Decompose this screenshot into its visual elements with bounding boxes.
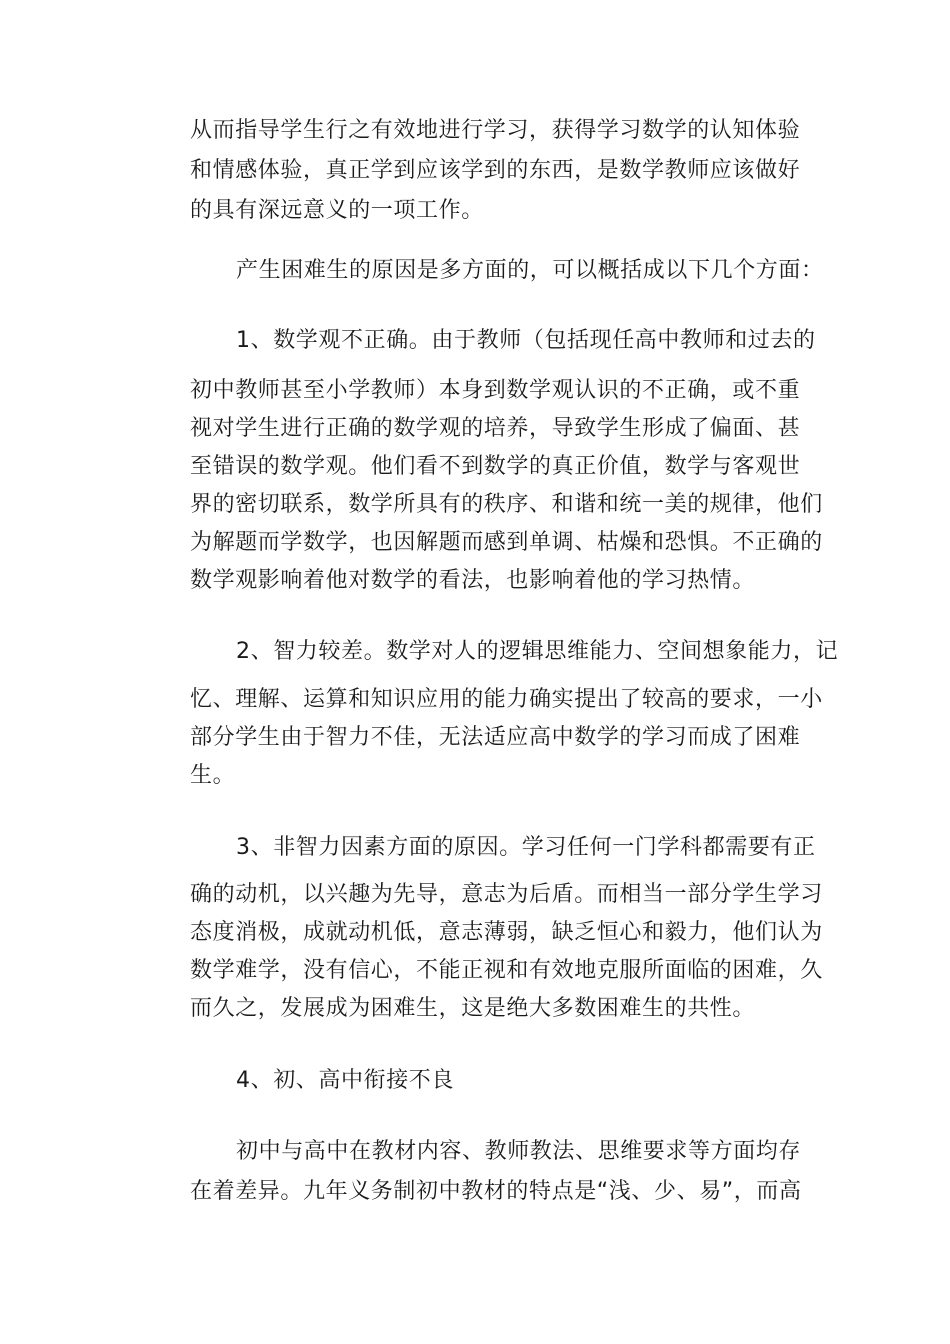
paragraph-line: 视对学生进行正确的数学观的培养，导致学生形成了偏面、甚 [190,416,801,441]
paragraph-line: 而久之，发展成为困难生，这是绝大多数困难生的共性。 [190,996,756,1021]
paragraph-line: 数学难学，没有信心，不能正视和有效地克服所面临的困难，久 [190,958,823,983]
paragraph-line: 为解题而学数学，也因解题而感到单调、枯燥和恐惧。不正确的 [190,530,823,555]
paragraph-line: 至错误的数学观。他们看不到数学的真正价值，数学与客观世 [190,454,801,479]
paragraph-line: 确的动机，以兴趣为先导，意志为后盾。而相当一部分学生学习 [190,882,823,907]
paragraph-line: 2、智力较差。数学对人的逻辑思维能力、空间想象能力，记 [236,639,839,664]
paragraph-line: 生。 [190,763,236,788]
paragraph-line: 界的密切联系，数学所具有的秩序、和谐和统一美的规律，他们 [190,492,823,517]
paragraph-line: 初中教师甚至小学教师）本身到数学观认识的不正确，或不重 [190,378,801,403]
paragraph-line: 态度消极，成就动机低，意志薄弱，缺乏恒心和毅力，他们认为 [190,920,823,945]
paragraph-line: 1、数学观不正确。由于教师（包括现任高中教师和过去的 [236,328,816,353]
paragraph-line: 数学观影响着他对数学的看法，也影响着他的学习热情。 [190,568,756,593]
paragraph-line: 产生困难生的原因是多方面的，可以概括成以下几个方面： [236,258,824,283]
paragraph-line: 部分学生由于智力不佳，无法适应高中数学的学习而成了困难 [190,725,801,750]
paragraph-line: 忆、理解、运算和知识应用的能力确实提出了较高的要求，一小 [190,687,823,712]
paragraph-line: 3、非智力因素方面的原因。学习任何一门学科都需要有正 [236,835,816,860]
section-heading: 4、初、高中衔接不良 [236,1068,454,1093]
paragraph-line: 和情感体验，真正学到应该学到的东西，是数学教师应该做好 [190,158,801,183]
paragraph-line: 在着差异。九年义务制初中教材的特点是“浅、少、易”，而高 [190,1179,802,1204]
paragraph-line: 初中与高中在教材内容、教师教法、思维要求等方面均存 [236,1139,802,1164]
paragraph-line: 的具有深远意义的一项工作。 [190,198,484,223]
paragraph-line: 从而指导学生行之有效地进行学习，获得学习数学的认知体验 [190,118,801,143]
